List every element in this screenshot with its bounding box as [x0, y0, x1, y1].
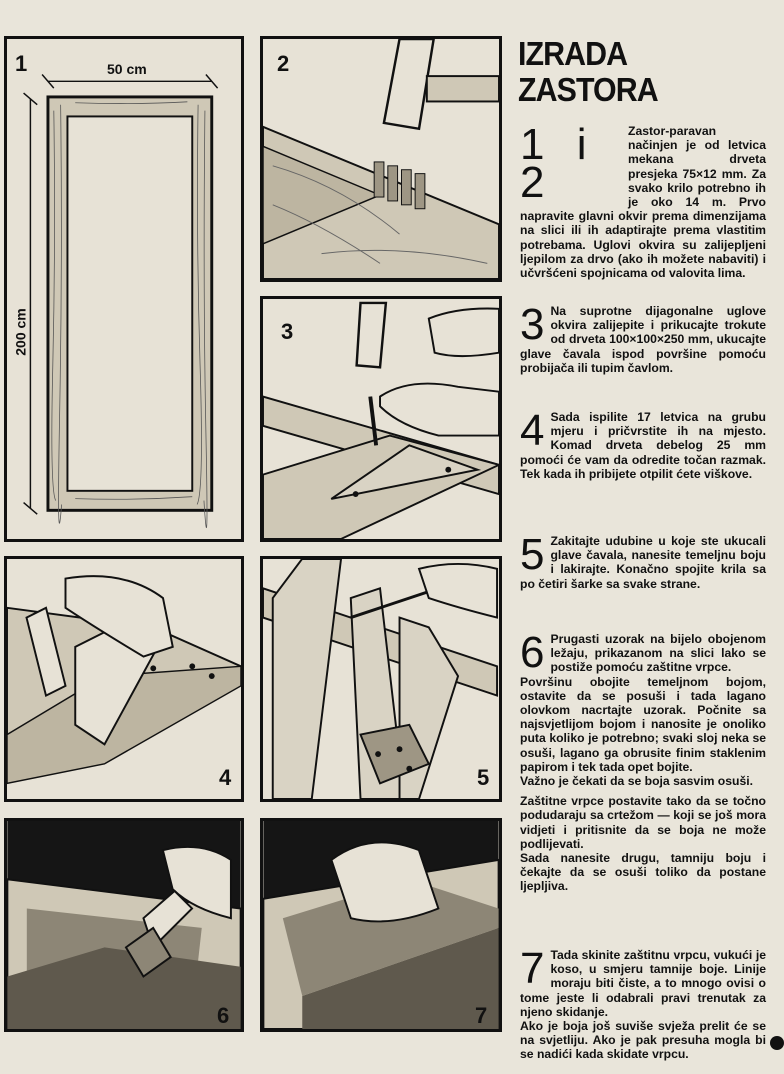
step-7-text-block: [520, 944, 766, 1062]
panel-4-number: 4: [219, 765, 232, 790]
title-line-2: ZASTORA: [518, 71, 658, 108]
triangle-nailing-illustration: [263, 299, 499, 539]
panel-3-triangle-corner: [260, 296, 502, 542]
panel-7-number: 7: [475, 1003, 488, 1028]
title-line-1: IZRADA: [518, 35, 628, 72]
panel-4-spacing-slats: [4, 556, 244, 802]
tape-removal-illustration: [263, 821, 499, 1029]
hammer-corner-illustration: [263, 39, 499, 279]
step-1-2-text: Zastor-paravan načinjen je od letvica mekana drveta presjeka 75×12 mm. Za svako krilo potrebno ih je oko 14 m. Prvo napravite glavni okvir prema dimenzijama na slici ili ih adaptirajte prema vlastitim potrebama. Uglovi okvira su zalijepljeni ljepilom za drvo (ako ih možete nabaviti) i učvršćeni spojnicama od valovita lima.: [520, 124, 766, 281]
article-title: [518, 36, 658, 108]
frame-illustration: [7, 39, 241, 539]
step-6-text-3: Važno je čekati da se boja sasvim osuši.: [520, 774, 754, 789]
step-1-2-text-block: [520, 120, 766, 281]
step-7-text-2: Ako je boja još suviše svježa prelit će se na svjetliju. Ako je pak presuha mogla bi se nadići kada skidate vrpcu.: [520, 1019, 766, 1062]
step-5-text-block: [520, 530, 766, 591]
panel-2-corner-joint: [260, 36, 502, 282]
slat-spacing-illustration: [7, 559, 241, 799]
step-6-text-5: Sada nanesite drugu, tamniju boju i čekajte da se osuši toliko da postane ljepljiva.: [520, 851, 766, 894]
panel-7-removing-tape: [260, 818, 502, 1032]
panel-6-number: 6: [217, 1003, 230, 1028]
step-7-text: Tada skinite zaštitnu vrpcu, vukući je koso, u smjeru tamnije boje. Linije moraju biti čiste, a to mnogo ovisi o tome jeste li odabrali pravi trenutak za njeno skidanje.: [520, 948, 766, 1019]
step-6-text-4: Zaštitne vrpce postavite tako da se točno podudaraju sa crtežom — koji se još mora vidjeti i pritisnite da se boja ne može podlijevati.: [520, 794, 766, 851]
panel-1-frame-diagram: [4, 36, 244, 542]
step-5-text: Zakitajte udubine u koje ste ukucali glave čavala, nanesite temeljnu boju i lakirajte. Konačno spojite krila sa po četiri šarke sa svake strane.: [520, 534, 766, 591]
step-6-number: 6: [520, 628, 545, 677]
panel-3-number: 3: [281, 319, 294, 344]
end-mark-bullet: [770, 1036, 784, 1050]
saw-hinge-illustration: [263, 559, 499, 799]
step-6-intro-text: Prugasti uzorak na bijelo obojenom ležaju, prikazanom na slici lako se postiže pomoću zaštitne vrpce.: [550, 632, 766, 675]
panel-5-sawing-hinge: [260, 556, 502, 802]
step-3-text-block: [520, 300, 766, 375]
step-4-text-block: [520, 406, 766, 481]
step-4-number: 4: [520, 406, 545, 455]
panel-2-number: 2: [277, 51, 290, 76]
step-1-2-number: 1 i 2: [520, 120, 597, 207]
step-3-text: Na suprotne dijagonalne uglove okvira zalijepite i prikucajte trokute od drveta 100×100×250 mm, ukucajte glave čavala ispod površine pomoću probijača ili tupim čavlom.: [520, 304, 766, 375]
step-5-number: 5: [520, 530, 545, 579]
width-dimension-label: 50 cm: [107, 61, 147, 77]
step-6-text-2: Površinu obojite temeljnom bojom, ostavite da se posuši i tada lagano olovkom nacrtajte uzorak. Počnite sa najsvjetlijom bojom i nanosite je onoliko puta koliko je potrebno; svaki sloj neka se osuši, lagano ga obrusite finim staklenim papirom i tek tada opet bojite.: [520, 674, 766, 774]
height-dimension-label: 200 cm: [12, 308, 29, 356]
step-4-text: Sada ispilite 17 letvica na grubu mjeru i pričvrstite ih na mjesto. Komad drveta debelog 25 mm pomoći će vam da odredite točan razmak. Tek kada ih pribijete otpilit ćete viškove.: [520, 410, 766, 481]
panel-1-number: 1: [15, 51, 28, 76]
panel-6-painting: [4, 818, 244, 1032]
panel-5-number: 5: [477, 765, 490, 790]
step-6-text-block: [520, 628, 766, 894]
step-3-number: 3: [520, 300, 545, 349]
step-7-number: 7: [520, 944, 545, 993]
brush-painting-illustration: [7, 821, 241, 1029]
